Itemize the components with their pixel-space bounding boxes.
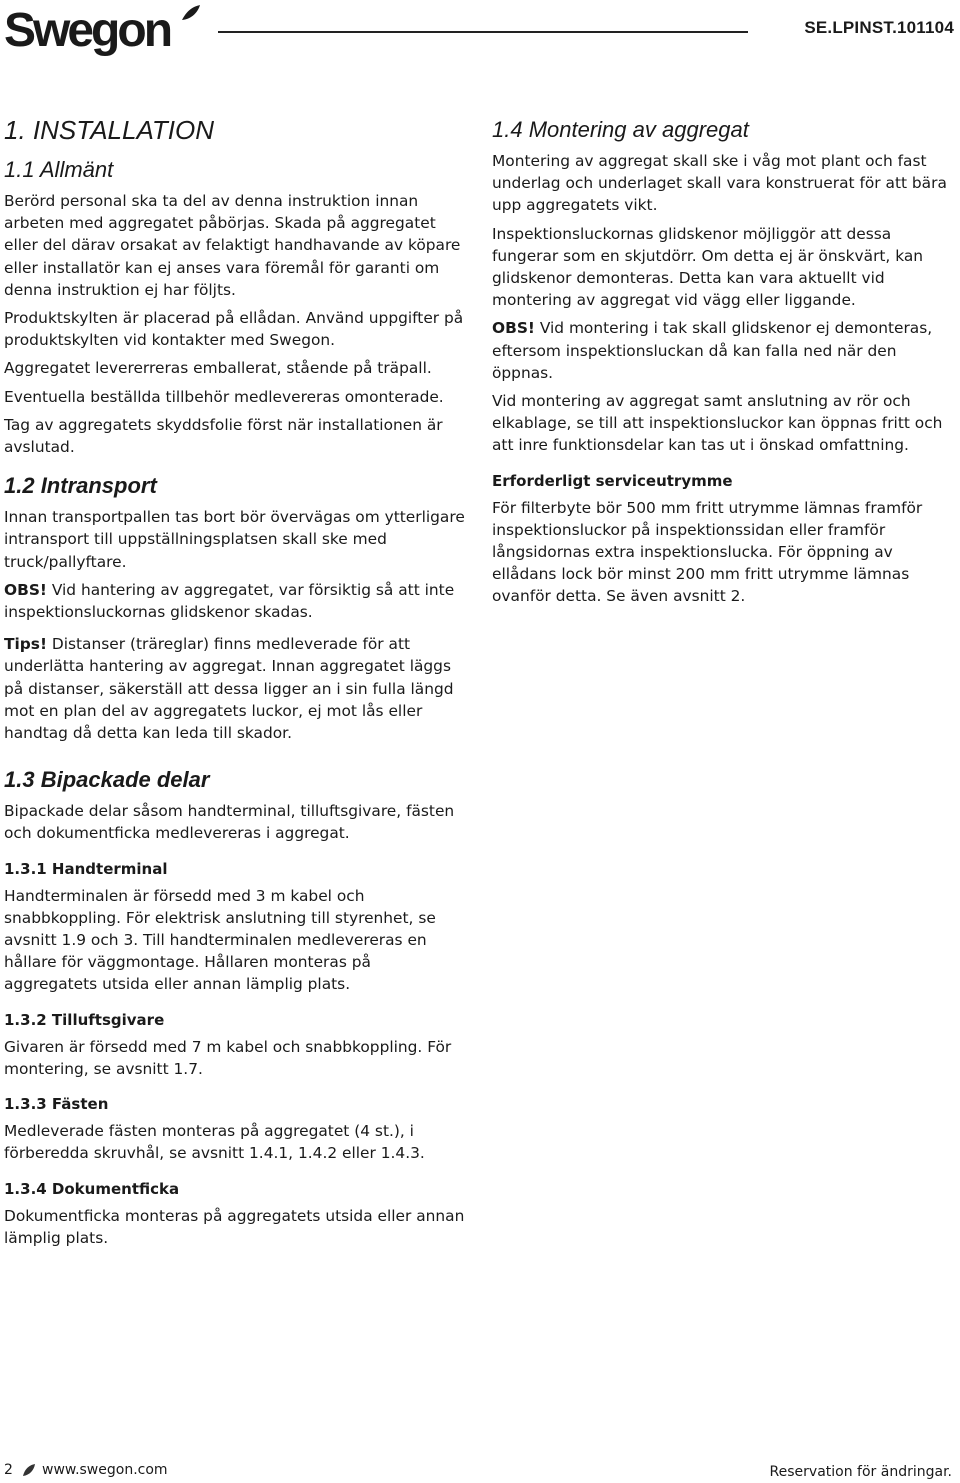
paragraph: Tag av aggregatets skyddsfolie först när installationen är avslutad. — [4, 415, 443, 457]
section-1-3 — [4, 766, 466, 1249]
paragraph: Givaren är försedd med 7 m kabel och snabbkoppling. För montering, se avsnitt 1.7. — [4, 1037, 452, 1078]
page-title: 1. INSTALLATION — [4, 115, 214, 145]
page-number: 2 — [4, 1462, 13, 1478]
paragraph: Montering av aggregat skall ske i våg mot plant och fast underlag och underlaget skall vara konstruerat för att bära upp aggregatets vikt. — [492, 152, 947, 215]
paragraph: Dokumentficka monteras på aggregatets utsida eller annan lämplig plats. — [4, 1206, 465, 1247]
paragraph: Berörd personal ska ta del av denna instruktion innan arbeten med aggregatet påbörjas. Skada på aggregatet eller del därav orsakat av felaktigt handhavande av köpare eller installatör kan ej anses vara föremål för garanti om denna instruktion ej har följts. — [4, 192, 461, 299]
section-heading-1-4: 1.4 Montering av aggregat — [492, 117, 749, 142]
section-heading-1-2: 1.2 Intransport — [4, 473, 157, 499]
section-1-2 — [4, 472, 466, 744]
page-footer — [0, 1458, 960, 1483]
obs-text: Vid montering i tak skall glidskenor ej demonteras, eftersom inspektionsluckan då kan falla ned när den öppnas. — [492, 319, 933, 382]
leaf-icon — [22, 1463, 36, 1481]
obs-label: OBS! — [4, 580, 47, 599]
paragraph: Aggregatet levererreras emballerat, stående på träpall. — [4, 359, 432, 378]
subsection-heading-1-3-3: 1.3.3 Fästen — [4, 1095, 109, 1114]
section-1-1 — [4, 156, 466, 458]
document-code: SE.LPINST.101104 — [804, 18, 954, 37]
tips-paragraph — [4, 633, 466, 744]
obs-paragraph — [492, 317, 954, 384]
section-heading-1-3: 1.3 Bipackade delar — [4, 767, 210, 793]
header-rule — [218, 31, 748, 33]
service-space-heading: Erforderligt serviceutrymme — [492, 471, 733, 490]
obs-text: Vid hantering av aggregatet, var försiktig så att inte inspektionsluckornas glidskenor skadas. — [4, 580, 455, 622]
left-column — [4, 114, 466, 1261]
tips-text: Distanser (träreglar) finns medleverade för att underlätta hantering av aggregat. Innan aggregatet läggs på distanser, säkerställ att dessa ligger an i sin fulla längd mot en plan del av aggregatets luckor, ej mot lås eller handtag då detta kan leda till skador. — [4, 635, 454, 743]
subsection-heading-1-3-1: 1.3.1 Handterminal — [4, 859, 168, 878]
paragraph: Vid montering av aggregat samt anslutning av rör och elkablage, se till att inspektionsluckor kan öppnas fritt och att inre funktionsdelar kan tas ut i önskad omfattning. — [492, 392, 943, 455]
website-link[interactable]: www.swegon.com — [42, 1462, 168, 1478]
obs-paragraph — [4, 579, 466, 623]
tips-label: Tips! — [4, 635, 47, 654]
paragraph: Medleverade fästen monteras på aggregatet (4 st.), i förberedda skruvhål, se avsnitt 1.4.1, 1.4.2 eller 1.4.3. — [4, 1122, 425, 1163]
svg-text:Swegon: Swegon — [4, 4, 171, 57]
paragraph: Inspektionsluckornas glidskenor möjliggör att dessa fungerar som en skjutdörr. Om detta ej är önskvärt, kan glidskenor demonteras. Detta kan vara aktuellt vid montering av aggregat vid vägg eller liggande. — [492, 224, 924, 310]
right-column — [492, 114, 954, 614]
subsection-heading-1-3-4: 1.3.4 Dokumentficka — [4, 1179, 180, 1198]
reservation-note: Reservation för ändringar. — [769, 1464, 952, 1480]
paragraph: Eventuella beställda tillbehör medlevereras omonterade. — [4, 387, 444, 406]
paragraph: Produktskylten är placerad på ellådan. Använd uppgifter på produktskylten vid kontakter med Swegon. — [4, 309, 464, 350]
page-header — [0, 0, 960, 60]
paragraph: Innan transportpallen tas bort bör övervägas om ytterligare intransport till uppställningsplatsen skall ske med truck/pallyftare. — [4, 508, 465, 571]
obs-label: OBS! — [492, 319, 535, 338]
subsection-heading-1-3-2: 1.3.2 Tilluftsgivare — [4, 1010, 165, 1029]
paragraph: Bipackade delar såsom handterminal, tilluftsgivare, fästen och dokumentficka medlevereras i aggregat. — [4, 802, 455, 843]
section-heading-1-1: 1.1 Allmänt — [4, 157, 114, 182]
swegon-logo — [4, 2, 204, 58]
paragraph: Handterminalen är försedd med 3 m kabel och snabbkoppling. För elektrisk anslutning till styrenhet, se avsnitt 1.9 och 3. Till handterminalen medlevereras en hållare för väggmontage. Hållaren monteras på aggregatets utsida eller annan lämplig plats. — [4, 886, 436, 994]
paragraph: För filterbyte bör 500 mm fritt utrymme lämnas framför inspektionsluckor på inspektionssidan eller framför långsidornas extra inspektionslucka. För öppning av ellådans lock bör minst 200 mm fritt utrymme lämnas ovanför detta. Se även avsnitt 2. — [492, 498, 923, 606]
